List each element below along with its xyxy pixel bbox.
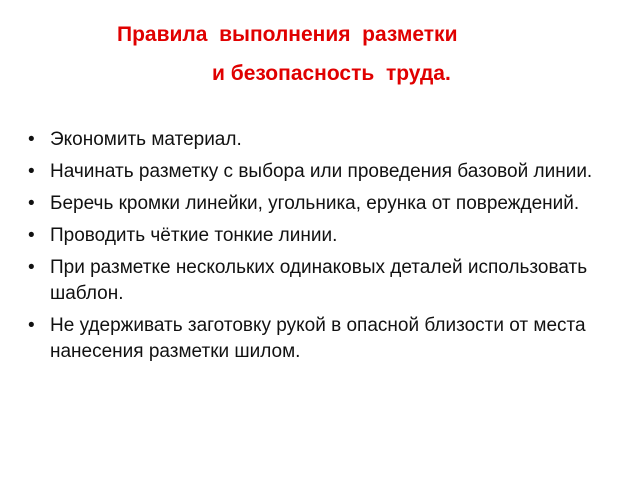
list-item	[28, 127, 608, 153]
bullet-dot-icon: •	[28, 161, 35, 182]
bullet-dot-icon: •	[28, 129, 35, 150]
slide-title-line-2: и безопасность труда.	[212, 62, 451, 85]
list-item-text: Беречь кромки линейки, угольника, ерунка от повреждений.	[50, 193, 580, 214]
bullet-dot-icon: •	[28, 315, 35, 336]
bullet-dot-icon: •	[28, 193, 35, 214]
list-item-text: Не удерживать заготовку рукой в опасной близости от места нанесения разметки шилом.	[50, 315, 586, 362]
list-item	[28, 223, 608, 249]
list-item-text: Проводить чёткие тонкие линии.	[50, 225, 338, 246]
bullet-dot-icon: •	[28, 257, 35, 278]
list-item-text: Экономить материал.	[50, 129, 242, 150]
bullet-dot-icon: •	[28, 225, 35, 246]
list-item-text: При разметке нескольких одинаковых деталей использовать шаблон.	[50, 257, 588, 304]
list-item	[28, 255, 608, 307]
slide-title-line-1: Правила выполнения разметки	[117, 23, 458, 46]
bullet-list	[28, 127, 608, 371]
list-item	[28, 191, 608, 217]
list-item	[28, 313, 608, 365]
list-item-text: Начинать разметку с выбора или проведения базовой линии.	[50, 161, 593, 182]
list-item	[28, 159, 608, 185]
